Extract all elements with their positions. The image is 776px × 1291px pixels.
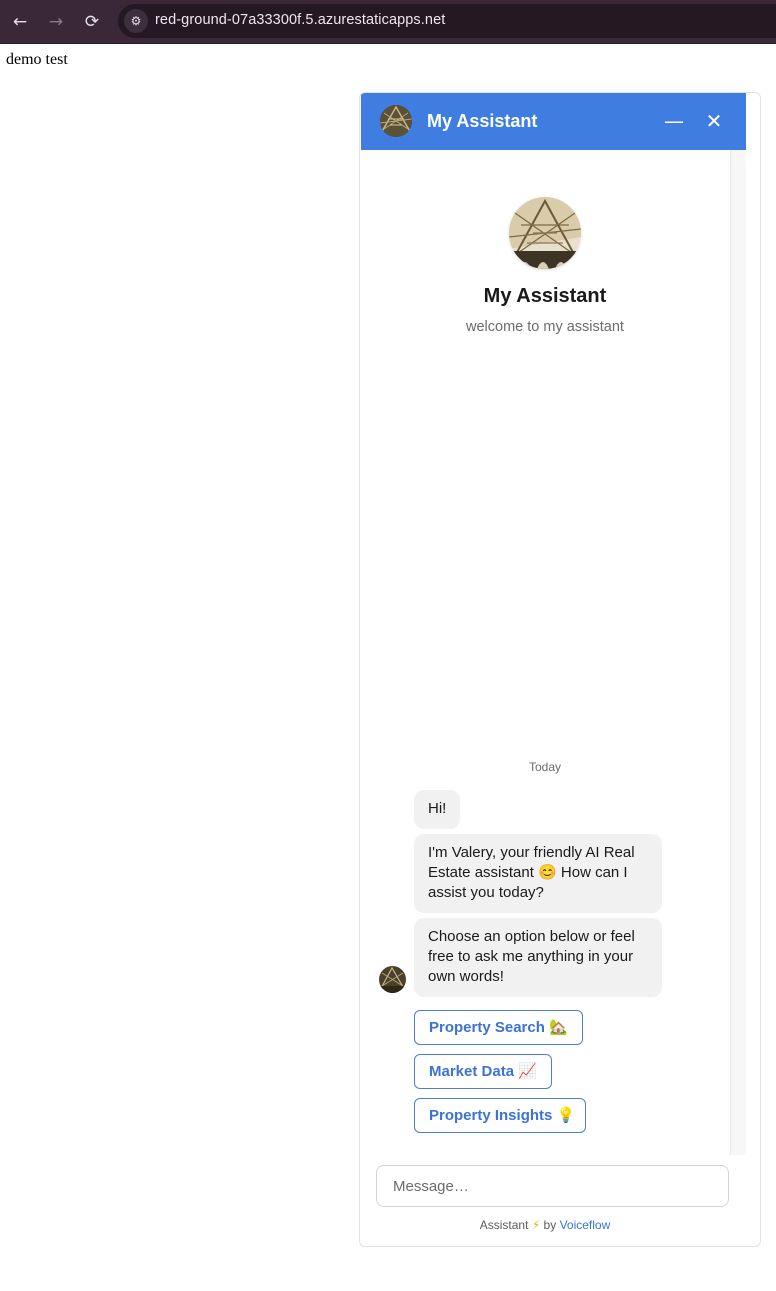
header-title: My Assistant — [427, 111, 538, 131]
chat-header — [361, 93, 746, 150]
close-icon[interactable]: ✕ — [705, 109, 723, 133]
url-text[interactable]: red-ground-07a33300f.5.azurestaticapps.net — [155, 12, 446, 28]
message-bubble-3: Choose an option below or feel free to ask me anything in your own words! — [414, 918, 662, 997]
chat-widget — [359, 92, 761, 1247]
lightbulb-icon: 💡 — [556, 1106, 576, 1124]
forward-arrow-icon[interactable]: → — [48, 12, 64, 32]
bolt-icon: ⚡ — [531, 1218, 541, 1232]
scrollbar[interactable] — [730, 150, 746, 1155]
message-avatar-icon — [379, 966, 406, 993]
button-label: Property Insights — [429, 1107, 553, 1124]
house-icon: 🏡 — [549, 1018, 568, 1036]
minimize-icon[interactable]: — — [664, 109, 684, 133]
assistant-large-avatar-icon — [509, 197, 581, 269]
message-bubble-1: Hi! — [414, 790, 460, 829]
footer-by: by — [543, 1218, 557, 1232]
message-composer — [376, 1165, 729, 1207]
site-settings-icon[interactable]: ⚙ — [124, 9, 148, 33]
powered-by-footer — [360, 1218, 730, 1232]
intro-title: My Assistant — [483, 285, 607, 307]
reload-icon[interactable]: ⟳ — [84, 12, 100, 32]
page-body-text: demo test — [6, 51, 68, 68]
message-input[interactable] — [378, 1167, 708, 1205]
button-label: Property Search — [429, 1019, 545, 1036]
chart-icon: 📈 — [518, 1062, 537, 1080]
property-insights-button[interactable] — [414, 1098, 586, 1133]
day-separator: Today — [528, 760, 562, 774]
button-label: Market Data — [429, 1063, 515, 1080]
browser-toolbar — [0, 0, 776, 44]
voiceflow-link[interactable]: Voiceflow — [559, 1218, 611, 1232]
footer-prefix: Assistant — [479, 1218, 529, 1232]
back-arrow-icon[interactable]: ← — [12, 12, 28, 32]
intro-subtitle: welcome to my assistant — [466, 319, 624, 335]
address-bar[interactable] — [118, 4, 776, 38]
market-data-button[interactable] — [414, 1054, 552, 1089]
assistant-avatar-icon — [380, 105, 412, 137]
message-bubble-2: I'm Valery, your friendly AI Real Estate assistant 😊 How can I assist you today? — [414, 834, 662, 913]
property-search-button[interactable] — [414, 1010, 583, 1045]
